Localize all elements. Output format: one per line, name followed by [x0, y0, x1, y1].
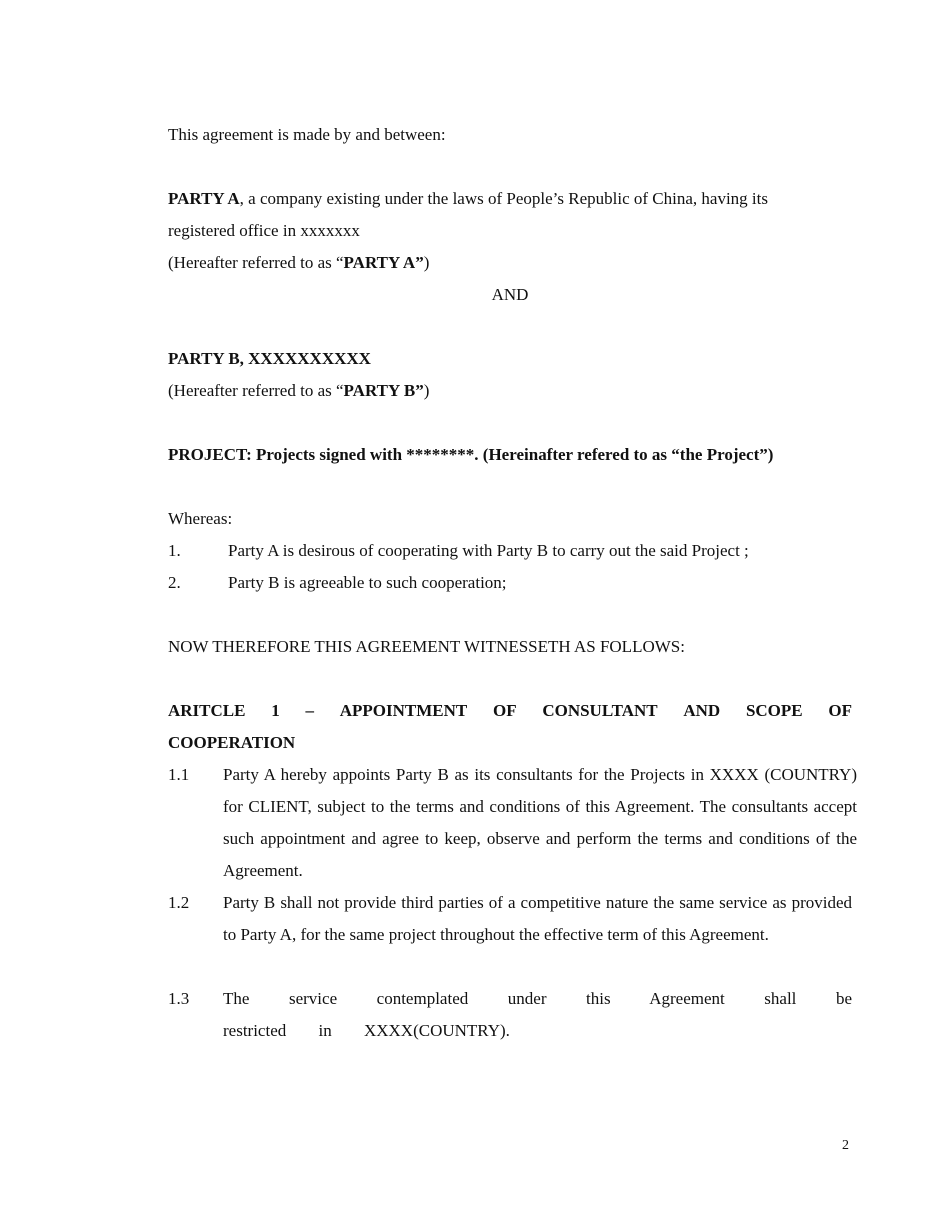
clause-text: Party B shall not provide third parties of a competitive nature the same service as provided to Party A, for the same project throughout the effective term of this Agreement. [223, 893, 852, 944]
heading-word: – [305, 701, 314, 720]
clause-1-1 [168, 759, 858, 887]
party-a-desc-line2: registered office in xxxxxxx [168, 221, 360, 240]
whereas-item-number: 1. [168, 541, 181, 560]
heading-word: ARITCLE [168, 701, 246, 720]
intro-text: This agreement is made by and between: [168, 125, 446, 144]
clause-number: 1.2 [168, 893, 190, 912]
party-b-ref-prefix: (Hereafter referred to as “ [168, 381, 344, 400]
heading-word: CONSULTANT [542, 701, 658, 720]
clause-number: 1.1 [168, 765, 190, 784]
party-a-name: PARTY A [168, 189, 240, 208]
party-b-block [168, 343, 852, 407]
party-a-ref-bold: PARTY A” [343, 253, 424, 272]
party-a-block: PARTY A, a company existing under the laws of People’s Republic of China, having its registered office in xxxxxxx (Hereafter referred to as “PARTY A”) [168, 189, 768, 272]
heading-word: APPOINTMENT [339, 701, 468, 720]
heading-word: OF [492, 701, 517, 720]
whereas-heading: Whereas: [168, 509, 233, 528]
article-1-heading-line1 [168, 695, 852, 727]
clause-number: 1.3 [168, 989, 190, 1008]
party-a-ref-prefix: (Hereafter referred to as “ [168, 253, 344, 272]
party-a-ref-suffix: ) [423, 253, 430, 272]
heading-word: AND [683, 701, 721, 720]
heading-word: 1 [271, 701, 280, 720]
heading-word: OF [828, 701, 852, 720]
heading-word: SCOPE [745, 701, 803, 720]
party-b-ref-bold: PARTY B” [343, 381, 424, 400]
witnesseth-line: NOW THEREFORE THIS AGREEMENT WITNESSETH AS FOLLOWS: [168, 637, 685, 656]
and-separator: AND [491, 285, 529, 304]
party-b-ref-suffix: ) [423, 381, 430, 400]
page-number: 2 [842, 1138, 849, 1153]
article-1-heading-line2: COOPERATION [168, 733, 296, 752]
clause-text: The service contemplated under this Agreement shall be restricted in XXXX(COUNTRY). [223, 989, 852, 1040]
party-b-name: PARTY B, XXXXXXXXXX [168, 349, 371, 368]
clause-text: Party A hereby appoints Party B as its consultants for the Projects in XXXX (COUNTRY) for CLIENT, subject to the terms and conditions of this Agreement. The consultants accept such appointment and agree to keep, observe and perform the terms and conditions of the Agreement. [223, 765, 857, 880]
project-line: PROJECT: Projects signed with ********. (Hereinafter refered to as “the Project”) [168, 445, 774, 464]
whereas-item-text: Party A is desirous of cooperating with Party B to carry out the said Project ; [228, 541, 749, 560]
clause-1-2 [168, 887, 858, 951]
whereas-item-number: 2. [168, 573, 181, 592]
whereas-item-text: Party B is agreeable to such cooperation; [228, 573, 507, 592]
party-a-desc-line1: a company existing under the laws of People’s Republic of China, having its [248, 189, 768, 208]
article-1-heading [168, 695, 852, 759]
clause-1-3 [168, 983, 858, 1047]
